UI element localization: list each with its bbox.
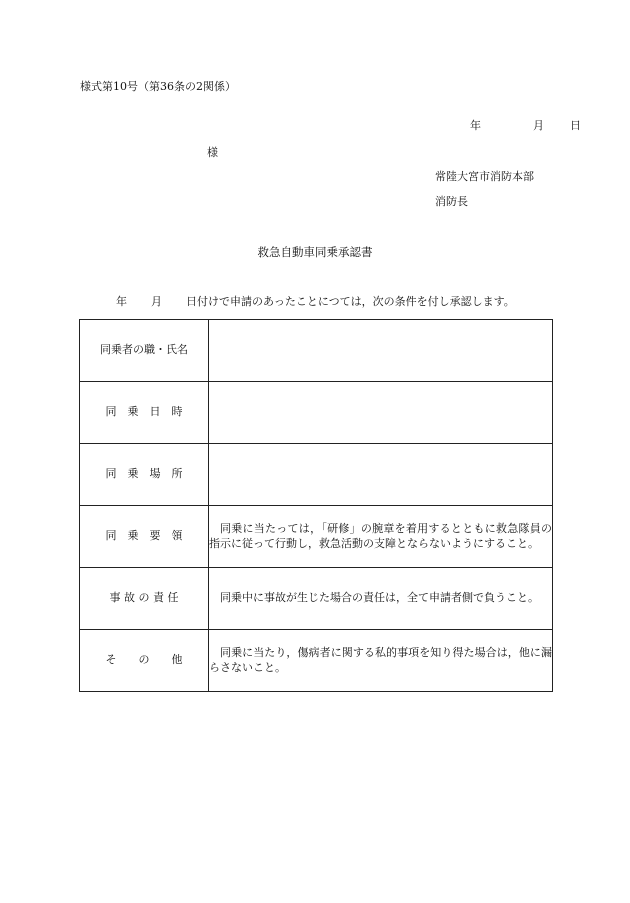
addressee-suffix: 様 — [207, 146, 218, 159]
issue-date — [470, 119, 581, 133]
row-label-place: 同 乗 場 所 — [80, 444, 209, 506]
row-label-other: そ の 他 — [80, 630, 209, 692]
row-label-datetime: 同 乗 日 時 — [80, 382, 209, 444]
document-title: 救急自動車同乗承認書 — [257, 245, 373, 259]
row-value-place — [209, 444, 553, 506]
conditions-table — [79, 319, 553, 692]
intro-sentence — [116, 295, 515, 309]
row-label-liability: 事 故 の 責 任 — [80, 568, 209, 630]
row-value-procedure: 同乗に当たっては，「研修」の腕章を着用するとともに救急隊員の指示に従って行動し，救急活動の支障とならないようにすること。 — [209, 506, 553, 568]
row-label-procedure: 同 乗 要 領 — [80, 506, 209, 568]
table-row — [80, 568, 553, 630]
intro-year-label: 年 — [116, 295, 127, 308]
table-row — [80, 444, 553, 506]
table-row — [80, 630, 553, 692]
row-value-liability: 同乗中に事故が生じた場合の責任は，全て申請者側で負うこと。 — [209, 568, 553, 630]
intro-month-label: 月 — [151, 295, 162, 308]
sender-title: 消防長 — [435, 195, 468, 208]
row-label-passenger: 同乗者の職・氏名 — [80, 320, 209, 382]
row-value-passenger — [209, 320, 553, 382]
date-month-label: 月 — [533, 119, 544, 132]
date-year-label: 年 — [470, 119, 481, 132]
table-row — [80, 320, 553, 382]
row-value-other: 同乗に当たり，傷病者に関する私的事項を知り得た場合は，他に漏らさないこと。 — [209, 630, 553, 692]
table-row — [80, 506, 553, 568]
row-value-datetime — [209, 382, 553, 444]
sender-organization: 常陸大宮市消防本部 — [435, 170, 534, 183]
date-day-label: 日 — [570, 119, 581, 132]
table-row — [80, 382, 553, 444]
intro-text: 日付けで申請のあったことにつては，次の条件を付し承認します。 — [186, 295, 515, 308]
form-number: 様式第10号（第36条の2関係） — [80, 80, 236, 93]
